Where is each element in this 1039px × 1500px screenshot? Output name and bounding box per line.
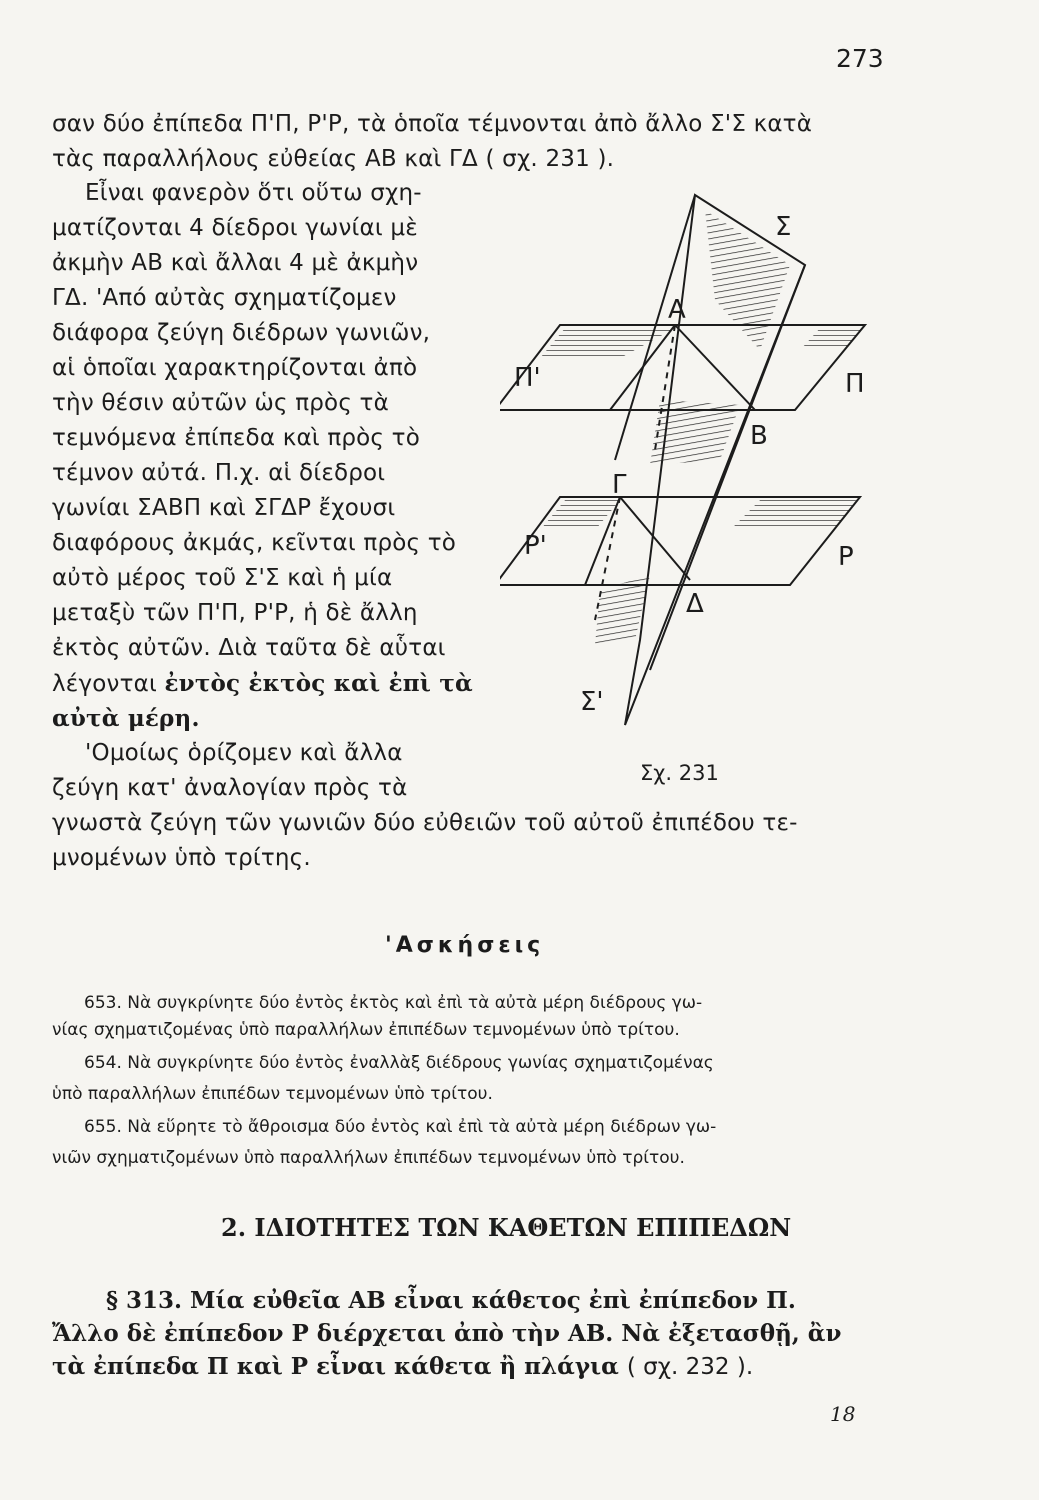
- exercise-655-cont: νιῶν σχηματιζομένων ὑπὸ παραλλήλων ἐπιπέδων τεμνομένων ὑπὸ τρίτου.: [52, 1148, 685, 1168]
- body-line: γωνίαι ΣΑΒΠ καὶ ΣΓΔΡ ἔχουσι: [52, 495, 396, 521]
- body-line: αἱ ὁποῖαι χαρακτηρίζονται ἀπὸ: [52, 355, 418, 381]
- body-text: λέγονται: [52, 671, 157, 697]
- body-line: γνωστὰ ζεύγη τῶν γωνιῶν δύο εὐθειῶν τοῦ αὐτοῦ ἐπιπέδου τε-: [52, 810, 798, 836]
- body-line: διάφορα ζεύγη διέδρων γωνιῶν,: [52, 320, 431, 346]
- section-heading: 2. ΙΔΙΟΤΗΤΕΣ ΤΩΝ ΚΑΘΕΤΩΝ ΕΠΙΠΕΔΩΝ: [221, 1213, 792, 1242]
- body-line: τὰς παραλλήλους εὐθείας ΑΒ καὶ ΓΔ ( σχ. 231 ).: [52, 146, 615, 172]
- body-line: τὴν θέσιν αὐτῶν ὡς πρὸς τὰ: [52, 390, 389, 416]
- body-bold-text: ἐντὸς ἐκτὸς καὶ ἐπὶ τὰ: [164, 670, 473, 697]
- figure-231: [500, 190, 900, 790]
- exercise-655: 655. Νὰ εὕρητε τὸ ἄθροισμα δύο ἐντὸς καὶ ἐπὶ τὰ αὐτὰ μέρη διέδρων γω-: [84, 1117, 717, 1137]
- exercise-654: 654. Νὰ συγκρίνητε δύο ἐντὸς ἐναλλὰξ διέδρους γωνίας σχηματιζομένας: [84, 1053, 714, 1073]
- theorem-line: Ἄλλο δὲ ἐπίπεδον Ρ διέρχεται ἀπὸ τὴν ΑΒ. Νὰ ἐξετασθῇ, ἂν: [52, 1320, 842, 1347]
- body-line: ματίζονται 4 δίεδροι γωνίαι μὲ: [52, 215, 418, 241]
- body-line: ΓΔ. 'Από αὐτὰς σχηματίζομεν: [52, 285, 397, 311]
- exercise-653-cont: νίας σχηματιζομένας ὑπὸ παραλλήλων ἐπιπέδων τεμνομένων ὑπὸ τρίτου.: [52, 1020, 680, 1040]
- shade-pi: [540, 328, 675, 358]
- shade-pi-right: [800, 328, 862, 350]
- body-line: ἀκμὴν ΑΒ καὶ ἄλλαι 4 μὲ ἀκμὴν: [52, 250, 419, 276]
- plane-pi: [500, 325, 865, 410]
- label-gamma: Γ: [612, 470, 627, 500]
- label-rho: Ρ: [838, 542, 854, 572]
- body-line: διαφόρους ἀκμάς, κεῖνται πρὸς τὸ: [52, 530, 457, 556]
- body-line: τέμνον αὐτά. Π.χ. αἱ δίεδροι: [52, 460, 386, 486]
- body-line: [52, 672, 473, 696]
- shade-rho-right: [730, 500, 856, 530]
- body-line: αὐτὸ μέρος τοῦ Σ'Σ καὶ ἡ μία: [52, 565, 393, 591]
- label-sigma: Σ: [775, 212, 792, 242]
- body-line: Εἶναι φανερὸν ὅτι οὕτω σχη-: [85, 180, 422, 206]
- signature-mark: 18: [830, 1402, 856, 1426]
- theorem-figure-ref: ( σχ. 232 ).: [626, 1354, 754, 1380]
- body-line: μεταξὺ τῶν Π'Π, Ρ'Ρ, ἡ δὲ ἄλλη: [52, 600, 418, 626]
- page-number: 273: [836, 44, 884, 73]
- body-bold-text: αὐτὰ μέρη.: [52, 705, 200, 732]
- body-line: ζεύγη κατ' ἀναλογίαν πρὸς τὰ: [52, 775, 408, 801]
- body-line: [52, 707, 200, 731]
- exercise-653: 653. Νὰ συγκρίνητε δύο ἐντὸς ἐκτὸς καὶ ἐπὶ τὰ αὐτὰ μέρη διέδρους γω-: [84, 993, 703, 1013]
- body-line: μνομένων ὑπὸ τρίτης.: [52, 845, 311, 871]
- label-beta: Β: [750, 421, 768, 451]
- label-sigma-prime: Σ': [580, 687, 604, 717]
- figure-caption: Σχ. 231: [640, 761, 719, 785]
- label-pi: Π: [845, 369, 865, 399]
- label-delta: Δ: [686, 589, 704, 619]
- dihedral-planes-diagram: [500, 190, 900, 790]
- body-line: τεμνόμενα ἐπίπεδα καὶ πρὸς τὸ: [52, 425, 420, 451]
- body-line: σαν δύο ἐπίπεδα Π'Π, Ρ'Ρ, τὰ ὁποῖα τέμνονται ἀπὸ ἄλλο Σ'Σ κατὰ: [52, 111, 813, 137]
- label-alpha: Α: [668, 295, 686, 325]
- theorem-bold-text: τὰ ἐπίπεδα Π καὶ Ρ εἶναι κάθετα ἢ πλάγια: [52, 1353, 619, 1380]
- label-pi-prime: Π': [514, 363, 541, 393]
- exercise-654-cont: ὑπὸ παραλλήλων ἐπιπέδων τεμνομένων ὑπὸ τρίτου.: [52, 1084, 493, 1104]
- body-line: 'Ομοίως ὁρίζομεν καὶ ἄλλα: [85, 740, 403, 766]
- exercises-heading: 'Ασκήσεις: [385, 933, 545, 958]
- label-rho-prime: Ρ': [524, 531, 547, 561]
- theorem-line: § 313. Μία εὐθεῖα ΑΒ εἶναι κάθετος ἐπὶ ἐπίπεδον Π.: [106, 1287, 796, 1314]
- theorem-line: [52, 1355, 753, 1379]
- body-line: ἐκτὸς αὐτῶν. Διὰ ταῦτα δὲ αὗται: [52, 635, 446, 661]
